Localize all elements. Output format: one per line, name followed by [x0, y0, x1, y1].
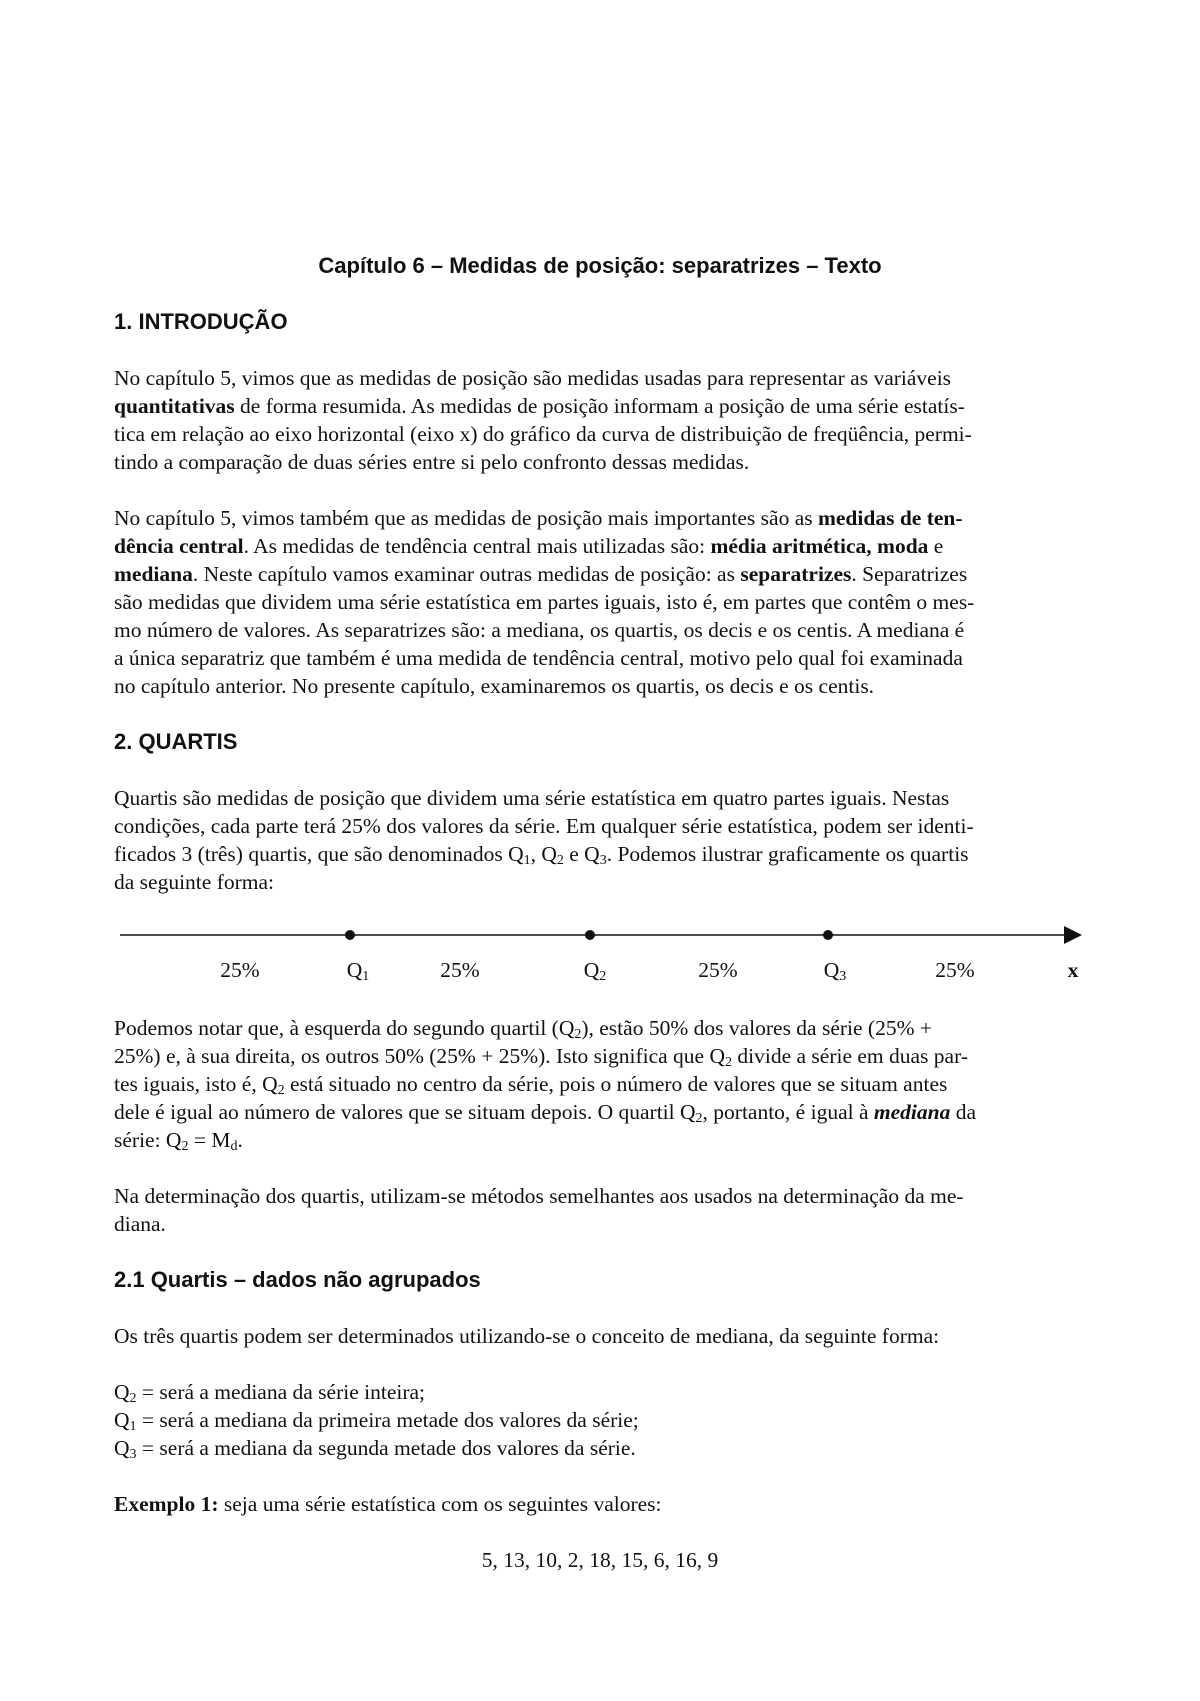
- text-span: , portanto, é igual à: [702, 1100, 874, 1124]
- q1-marker: [345, 930, 355, 940]
- text-line: [114, 392, 1084, 420]
- section-2-paragraph-2: [114, 1014, 1084, 1154]
- subscript: 2: [129, 1391, 137, 1406]
- text-line: [114, 1098, 1084, 1126]
- subscript: 2: [277, 1083, 285, 1098]
- text-line: Na determinação dos quartis, utilizam-se métodos semelhantes aos usados na determinação da me-: [114, 1184, 964, 1208]
- diagram-label-25pct: [698, 956, 737, 984]
- subscript: 2: [556, 853, 564, 868]
- label-text: 25%: [698, 958, 738, 982]
- subscript: 2: [574, 1027, 582, 1042]
- text-span: de forma resumida. As medidas de posição informam a posição de uma série estatís-: [234, 394, 965, 418]
- text-span: . As medidas de tendência central mais utilizadas são:: [243, 534, 711, 558]
- example-1-statement: [114, 1490, 1084, 1518]
- bold-term: separatrizes: [740, 562, 852, 586]
- text-span: . Separatrizes: [851, 562, 968, 586]
- text-span: seja uma série estatística com os seguintes valores:: [218, 1492, 662, 1516]
- text-line: Os três quartis podem ser determinados utilizando-se o conceito de mediana, da seguinte forma:: [114, 1324, 940, 1348]
- page-title: Capítulo 6 – Medidas de posição: separatrizes – Texto: [318, 253, 882, 278]
- text-span: e: [928, 534, 944, 558]
- text-line: [114, 560, 1084, 588]
- axis-arrow-icon: [1064, 926, 1082, 944]
- label-text: 25%: [935, 958, 975, 982]
- text-line: [114, 504, 1084, 532]
- label-text: Q: [823, 958, 840, 982]
- text-span: 25%) e, à sua direita, os outros 50% (25% + 25%). Isto significa que Q: [114, 1044, 725, 1068]
- text-span: = será a mediana da primeira metade dos valores da série;: [136, 1408, 639, 1432]
- subscript: 2: [725, 1055, 732, 1070]
- diagram-label-25pct: [935, 956, 974, 984]
- text-line: [114, 532, 1084, 560]
- section-2-paragraph-3: [114, 1182, 1084, 1238]
- diagram-label-25pct: [440, 956, 479, 984]
- bold-term: medidas de ten-: [817, 506, 963, 530]
- subscript: 3: [599, 853, 607, 868]
- list-item: [114, 1434, 1084, 1462]
- text-line: no capítulo anterior. No presente capítulo, examinaremos os quartis, os decis e os centis.: [114, 674, 875, 698]
- text-span: tes iguais, isto é, Q: [114, 1072, 278, 1096]
- text-line: condições, cada parte terá 25% dos valores da série. Em qualquer série estatística, podem ser identi-: [114, 814, 974, 838]
- diagram-label-q2: [584, 956, 607, 984]
- text-line: a única separatriz que também é uma medida de tendência central, motivo pelo qual foi examinada: [114, 646, 963, 670]
- subscript: 2: [599, 969, 607, 984]
- section-1-paragraph-2: [114, 504, 1084, 700]
- text-span: ficados 3 (três) quartis, que são denominados Q: [114, 842, 524, 866]
- text-line: da seguinte forma:: [114, 870, 275, 894]
- subscript: 3: [129, 1447, 137, 1462]
- text-span: da: [950, 1100, 977, 1124]
- subscript: 1: [129, 1419, 137, 1434]
- diagram-label-x: [1068, 956, 1079, 984]
- text-line: diana.: [114, 1212, 166, 1236]
- diagram-label-q3: [824, 956, 847, 984]
- section-2-paragraph-1: [114, 784, 1084, 896]
- section-2-heading: 2. QUARTIS: [114, 729, 238, 754]
- section-2-1-intro: [114, 1322, 1084, 1350]
- text-span: Podemos notar que, à esquerda do segundo quartil (Q: [114, 1016, 575, 1040]
- bold-italic-term: mediana: [873, 1100, 951, 1124]
- subscript: 2: [695, 1111, 703, 1126]
- text-span: e Q: [563, 842, 600, 866]
- text-line: mo número de valores. As separatrizes são: a mediana, os quartis, os decis e os centis. A mediana é: [114, 618, 965, 642]
- text-span: dele é igual ao número de valores que se situam depois. O quartil Q: [114, 1100, 696, 1124]
- example-label: Exemplo 1:: [114, 1492, 219, 1516]
- text-span: Q: [114, 1380, 130, 1404]
- quartile-definitions-list: [114, 1378, 1084, 1462]
- label-text: 25%: [220, 958, 260, 982]
- text-line: [114, 1126, 1084, 1154]
- q3-marker: [823, 930, 833, 940]
- example-values: 5, 13, 10, 2, 18, 15, 6, 16, 9: [481, 1548, 719, 1572]
- text-span: está situado no centro da série, pois o número de valores que se situam antes: [284, 1072, 948, 1096]
- label-text: 25%: [440, 958, 480, 982]
- label-text: Q: [346, 958, 363, 982]
- text-line: [114, 1014, 1084, 1042]
- text-span: divide a série em duas par-: [732, 1044, 968, 1068]
- text-line: tica em relação ao eixo horizontal (eixo x) do gráfico da curva de distribuição de freqüência, permi-: [114, 422, 972, 446]
- section-2-1-heading: 2.1 Quartis – dados não agrupados: [114, 1267, 481, 1292]
- text-span: Q: [114, 1408, 130, 1432]
- bold-term: média aritmética, moda: [710, 534, 929, 558]
- text-line: [114, 1070, 1084, 1098]
- subscript: 1: [362, 969, 370, 984]
- list-item: [114, 1378, 1084, 1406]
- text-line: No capítulo 5, vimos que as medidas de posição são medidas usadas para representar as variáveis: [114, 366, 952, 390]
- label-text: x: [1067, 958, 1079, 982]
- subscript: d: [230, 1139, 238, 1154]
- subscript: 1: [523, 853, 531, 868]
- text-span: = será a mediana da série inteira;: [136, 1380, 426, 1404]
- subscript: 3: [839, 969, 847, 984]
- text-span: . Podemos ilustrar graficamente os quartis: [606, 842, 969, 866]
- text-line: [114, 1490, 1084, 1518]
- bold-term: mediana: [114, 562, 193, 586]
- text-span: .: [237, 1128, 243, 1152]
- text-span: ), estão 50% dos valores da série (25% +: [581, 1016, 933, 1040]
- text-line: tindo a comparação de duas séries entre si pelo confronto dessas medidas.: [114, 450, 750, 474]
- q2-marker: [585, 930, 595, 940]
- text-line: Quartis são medidas de posição que dividem uma série estatística em quatro partes iguais. Nestas: [114, 786, 950, 810]
- text-line: são medidas que dividem uma série estatística em partes iguais, isto é, em partes que contêm o mes-: [114, 590, 975, 614]
- diagram-label-25pct: [220, 956, 259, 984]
- list-item: [114, 1406, 1084, 1434]
- label-text: Q: [583, 958, 600, 982]
- text-span: = será a mediana da segunda metade dos valores da série.: [136, 1436, 636, 1460]
- text-span: = M: [188, 1128, 231, 1152]
- subscript: 2: [181, 1139, 189, 1154]
- section-1-heading: 1. INTRODUÇÃO: [114, 309, 288, 334]
- text-span: série: Q: [114, 1128, 182, 1152]
- text-span: , Q: [530, 842, 557, 866]
- quartile-number-line: [0, 915, 1200, 955]
- text-span: Q: [114, 1436, 130, 1460]
- text-span: No capítulo 5, vimos também que as medidas de posição mais importantes são as: [114, 506, 818, 530]
- text-line: [114, 1042, 1084, 1070]
- text-span: . Neste capítulo vamos examinar outras medidas de posição: as: [192, 562, 741, 586]
- bold-term: dência central: [114, 534, 244, 558]
- text-line: [114, 840, 1084, 868]
- bold-term: quantitativas: [114, 394, 235, 418]
- diagram-label-q1: [347, 956, 370, 984]
- section-1-paragraph-1: [114, 364, 1084, 476]
